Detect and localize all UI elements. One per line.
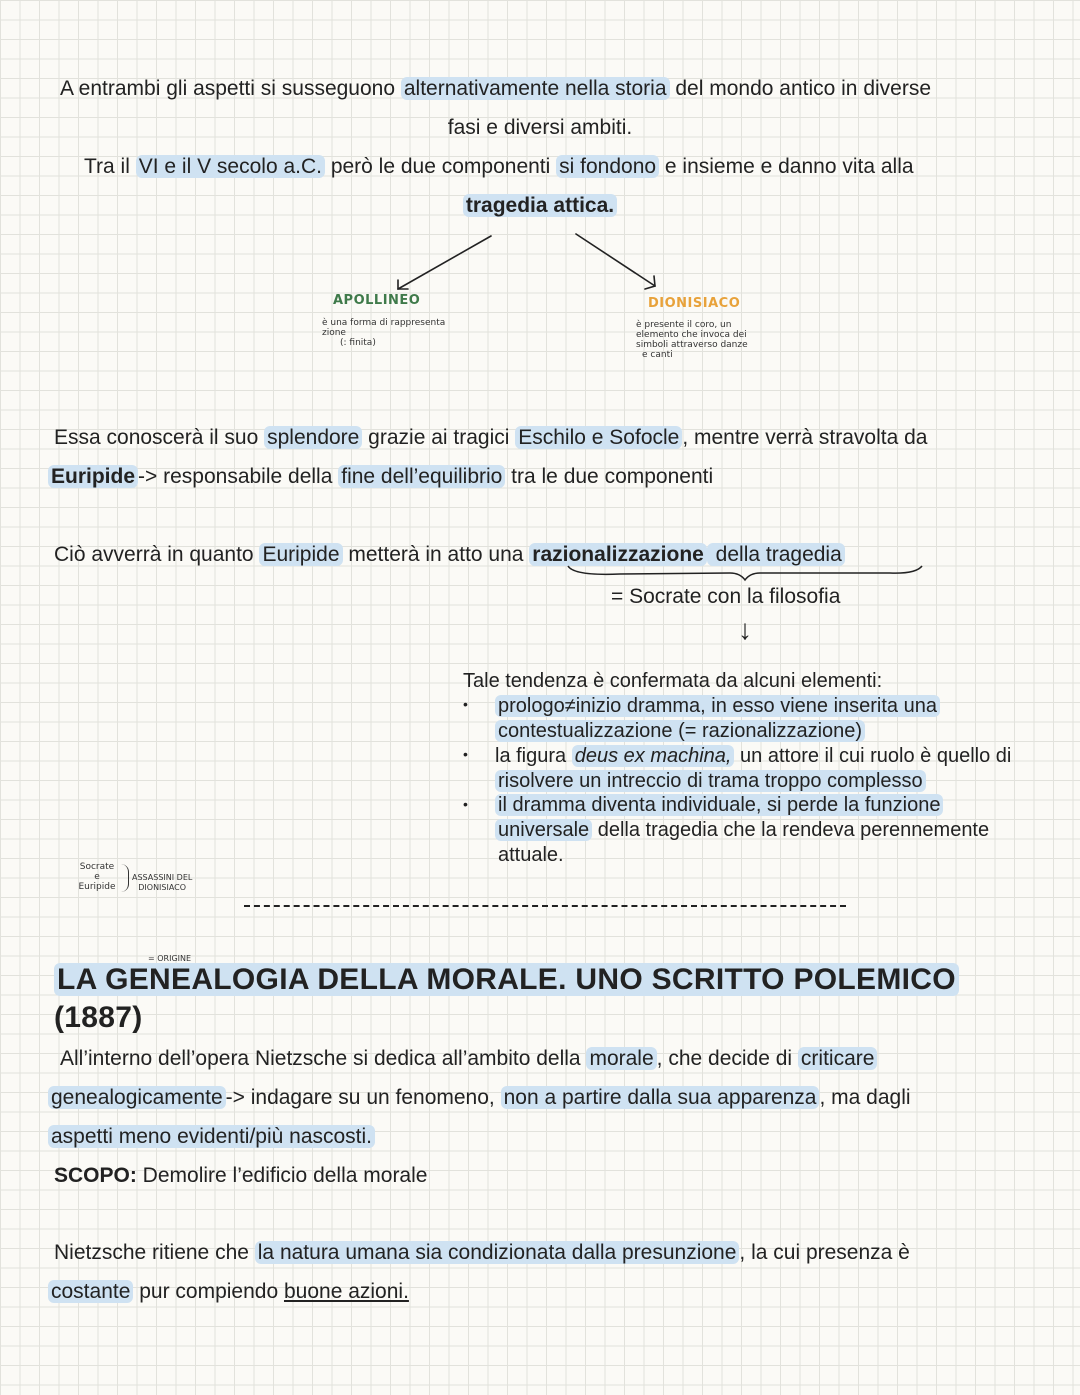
bullet-dot-2: • <box>463 746 468 762</box>
dionisiaco-note: è presente il coro, un elemento che invoca dei simboli attraverso danze e canti <box>636 320 748 360</box>
bullet-dot-1: • <box>463 696 468 712</box>
margin-note-names: Socrate e Euripide <box>78 862 116 892</box>
origine-note: = ORIGINE <box>148 954 192 963</box>
scopo-line: SCOPO: Demolire l’edificio della morale <box>54 1164 428 1187</box>
down-arrow: ↓ <box>738 614 752 645</box>
rational-line: Ciò avverrà in quanto Euripide metterà in atto una razionalizzazione della tragedia <box>54 543 845 567</box>
diagram-arrows <box>0 0 1080 400</box>
list-item-deus-ex-machina: la figura deus ex machina, un attore il cui ruolo è quello di risolvere un intreccio di trama troppo complesso <box>495 745 1012 792</box>
margin-note-label: ASSASSINI DEL DIONISIACO <box>132 873 193 892</box>
nature-line-1: Nietzsche ritiene che la natura umana sia condizionata dalla presunzione , la cui presenza è <box>54 1241 910 1264</box>
genealogy-line-2: genealogicamente -> indagare su un fenomeno, non a partire dalla sua apparenza , ma dagli <box>48 1086 911 1110</box>
list-item-prologo: prologo≠inizio dramma, in esso viene inserita una contestualizzazione (= razionalizzazione) <box>495 694 940 744</box>
socrate-filosofia: = Socrate con la filosofia <box>611 585 841 608</box>
splendor-line-1: Essa conoscerà il suo splendore grazie ai tragici Eschilo e Sofocle , mentre verrà stravolta da <box>54 426 928 449</box>
intro-line-3: Tra il VI e il V secolo a.C. però le due componenti si fondono e insieme e danno vita alla <box>84 155 914 178</box>
apollineo-title: APOLLINEO <box>333 293 421 308</box>
section-divider <box>244 905 846 907</box>
nature-line-2: costante pur compiendo buone azioni. <box>48 1280 409 1304</box>
brace-underline <box>560 560 930 582</box>
splendor-line-2: Euripide -> responsabile della fine dell’equilibrio tra le due componenti <box>48 465 713 489</box>
margin-note-brace <box>120 864 129 892</box>
genealogy-line-3: aspetti meno evidenti/più nascosti. <box>48 1125 375 1149</box>
genealogy-line-1: All’interno dell’opera Nietzsche si dedica all’ambito della morale , che decide di criticare <box>60 1047 877 1071</box>
intro-line-2: fasi e diversi ambiti. <box>447 116 633 139</box>
tragedia-attica: tragedia attica. <box>0 194 1080 218</box>
genealogy-title: LA GENEALOGIA DELLA MORALE. UNO SCRITTO POLEMICO (1887) <box>54 963 959 1035</box>
tendency-intro: Tale tendenza è confermata da alcuni elementi: <box>463 670 883 692</box>
bullet-dot-3: • <box>463 796 468 812</box>
list-item-dramma-individuale: il dramma diventa individuale, si perde la funzione universale della tragedia che la rendeva perennemente attuale. <box>495 793 989 868</box>
apollineo-note: è una forma di rappresenta zione (: finita) <box>322 318 446 348</box>
dionisiaco-title: DIONISIACO <box>648 296 741 311</box>
intro-line-1: A entrambi gli aspetti si susseguono alternativamente nella storia del mondo antico in diverse <box>60 77 932 100</box>
